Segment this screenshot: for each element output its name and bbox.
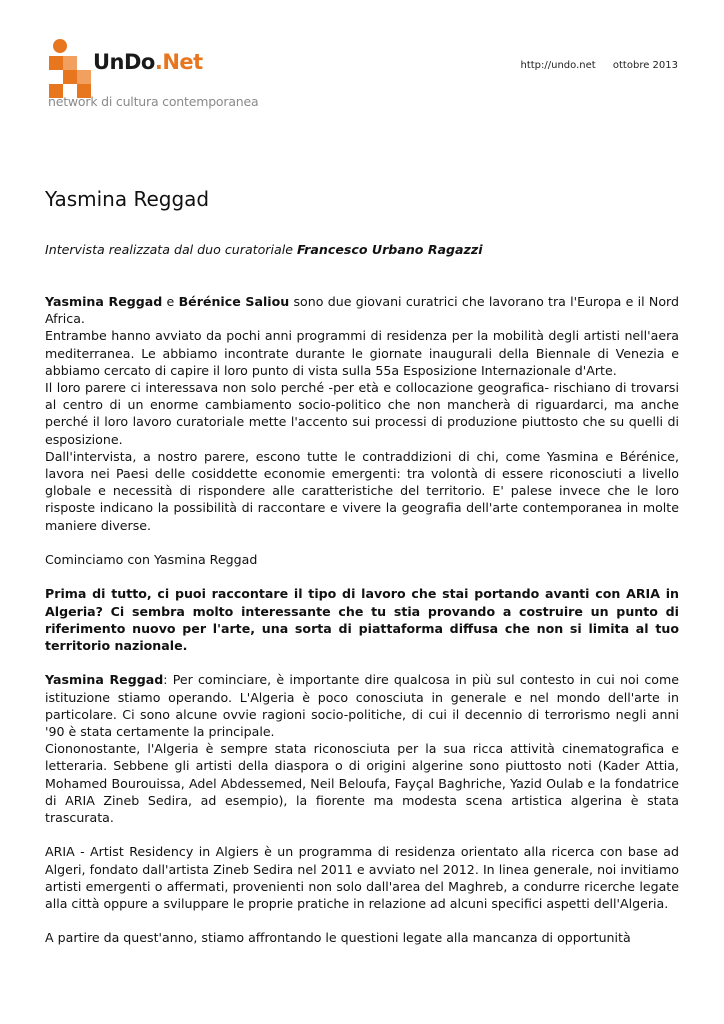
paragraph: Il loro parere ci interessava non solo perché -per età e collocazione geografica- rischiano di trovarsi al centro di un enorme cambiamento socio-politico che non mancherà di riguardarci, ma anche perché il loro lavoro curatoriale mette l'accento sui processi di produzione piuttosto che su quelli di esposizione. [45,380,679,447]
interview-answer [45,671,679,740]
paragraph [45,293,679,327]
interview-question: Prima di tutto, ci puoi raccontare il tipo di lavoro che stai portando avanti con ARIA in Algeria? Ci sembra molto interessante che tu stia provando a costruire un punto di riferimento nuovo per l'arte, una sorta di piattaforma diffusa che non si limita al tuo territorio nazionale. [45,586,679,654]
paragraph-text: sono due giovani curatrici che lavorano tra l'Europa e il Nord Africa. [45,294,679,327]
paragraph: ARIA - Artist Residency in Algiers è un programma di residenza orientato alla ricerca con base ad Algeri, fondato dall'artista Zineb Sedira nel 2011 e avviato nel 2012. In linea generale, noi invitiamo artisti emergenti o affermati, provenienti non solo dall'area del Maghreb, a condurre ricerche legate alla città oppure a sviluppare le proprie pratiche in relazione ad alcuni specifici aspetti dell'Algeria. [45,844,679,912]
paragraph: Entrambe hanno avviato da pochi anni programmi di residenza per la mobilità degli artisti nell'aera mediterranea. Le abbiamo incontrate durante le giornate inaugurali della Biennale di Venezia e abbiamo cercato di capire il loro punto di vista sulla 55a Esposizione Internazionale d'Arte. [45,328,679,378]
paragraph: Cominciamo con Yasmina Reggad [45,552,258,568]
article-body [45,293,679,947]
person-name: Yasmina Reggad [45,294,163,309]
article-title: Yasmina Reggad [45,187,210,211]
source-url-link[interactable]: http://undo.net [520,60,596,71]
paragraph: Ciononostante, l'Algeria è sempre stata riconosciuta per la sua ricca attività cinematografica e letteraria. Sebbene gli artisti della diaspora o di origini algerine sono piuttosto noti (Kader Attia, Mohamed Bourouissa, Adel Abdessemed, Neil Beloufa, Fayçal Baghriche, Yazid Oulab e la fondatrice di ARIA Zineb Sedira, ad esempio), la fiorente ma modesta scena artistica algerina è stata trascurata. [45,741,679,826]
intro-prefix: Intervista realizzata dal duo curatoriale [45,242,297,257]
brand-name: UnDo.Net [93,50,203,74]
brand-tagline: network di cultura contemporanea [48,94,259,109]
conjunction: e [162,294,179,309]
answer-text: : Per cominciare, è importante dire qualcosa in più sul contesto in cui noi come istituzione stiamo operando. L'Algeria è poco conosciuta in generale e nel mondo dell'arte in particolare. Ci sono alcune ovvie ragioni socio-politiche, di cui il decennio di terrorismo negli anni '90 è stata certamente la principale. [45,672,679,740]
article-intro [45,242,483,257]
person-name: Bérénice Saliou [178,294,290,309]
curator-names: Francesco Urbano Ragazzi [296,242,483,257]
publish-date: ottobre 2013 [612,60,678,71]
person-name: Yasmina Reggad [45,672,164,688]
paragraph: A partire da quest'anno, stiamo affrontando le questioni legate alla mancanza di opportunità [45,930,631,946]
paragraph: Dall'intervista, a nostro parere, escono tutte le contraddizioni di chi, come Yasmina e Bérénice, lavora nei Paesi delle cosiddette economie emergenti: tra volontà di essere riconosciuti a livello globale e necessità di rispondere alle caratteristiche del territorio. E' palese invece che le loro risposte indicano la possibilità di raccontare e vivere la geografia dell'arte contemporanea in molte maniere diverse. [45,448,679,533]
header-meta [521,60,679,71]
